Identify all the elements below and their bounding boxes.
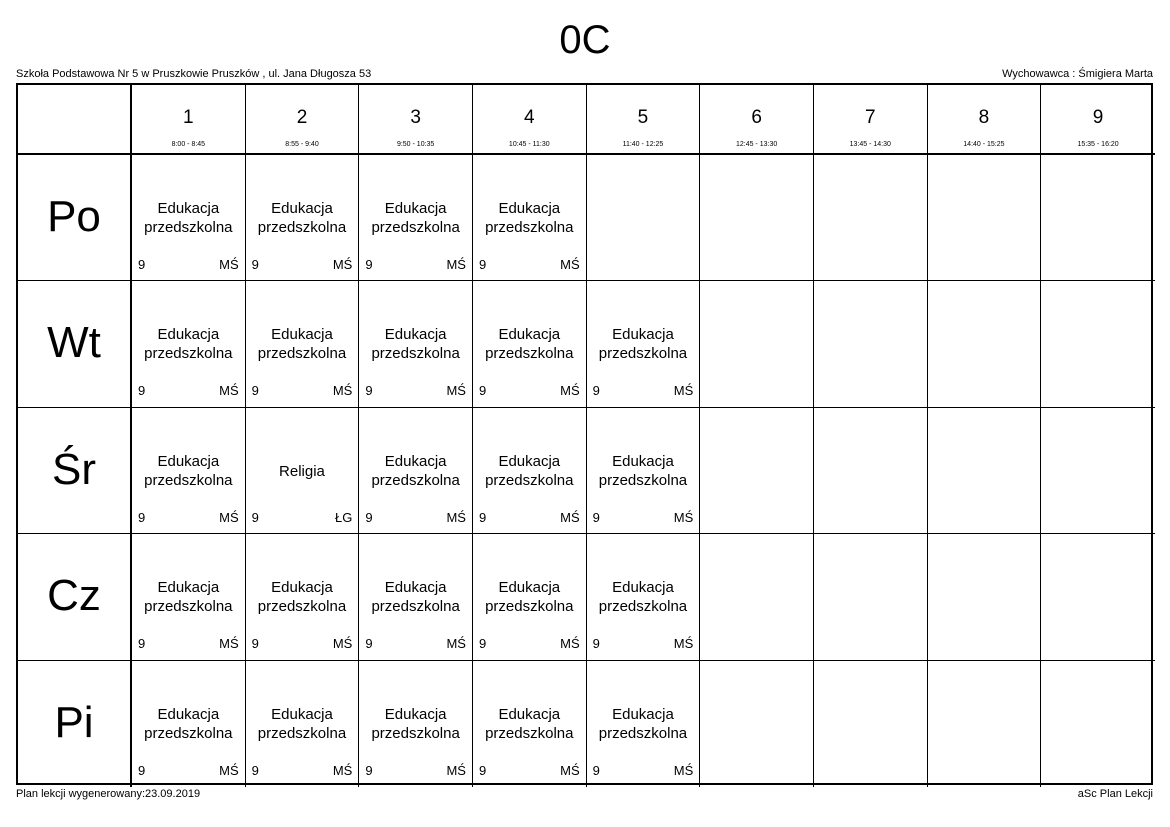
lesson-subject: Edukacja przedszkolna [485, 452, 574, 489]
lesson-subject: Edukacja przedszkolna [598, 579, 688, 616]
period-number: 8 [978, 107, 990, 128]
period-time: 11:40 - 12:25 [622, 141, 664, 148]
lesson-teacher: MŚ [332, 383, 353, 399]
lesson-subject: Edukacja przedszkolna [257, 579, 347, 616]
lesson-teacher: ŁG [334, 509, 353, 525]
empty-cell [814, 408, 928, 534]
lesson-subject: Edukacja przedszkolna [371, 200, 460, 236]
lesson-subject: Edukacja przedszkolna [144, 452, 233, 489]
lesson-room: 9 [478, 636, 487, 652]
day-label: Wt [47, 318, 101, 368]
lesson-cell[interactable] [587, 281, 701, 407]
lesson-room: 9 [478, 383, 487, 399]
lesson-cell[interactable] [132, 281, 246, 407]
day-label: Pi [54, 697, 94, 747]
lesson-subject: Edukacja przedszkolna [257, 705, 347, 742]
software-credit: aSc Plan Lekcji [1077, 788, 1153, 800]
lesson-cell[interactable] [359, 281, 473, 407]
lesson-subject: Edukacja przedszkolna [371, 452, 460, 489]
empty-cell [1041, 534, 1155, 660]
lesson-room: 9 [138, 636, 146, 652]
lesson-subject: Edukacja przedszkolna [598, 452, 688, 489]
school-name: Szkoła Podstawowa Nr 5 w Pruszkowie Pruszków , ul. Jana Długosza 53 [16, 68, 372, 80]
lesson-room: 9 [138, 762, 146, 778]
lesson-room: 9 [251, 257, 259, 272]
lesson-cell[interactable] [587, 661, 701, 787]
day-label: Śr [52, 444, 96, 494]
lesson-cell[interactable] [473, 408, 587, 534]
empty-cell [1041, 408, 1155, 534]
lesson-subject: Edukacja przedszkolna [371, 326, 460, 363]
lesson-teacher: MŚ [219, 636, 239, 652]
lesson-room: 9 [592, 383, 600, 399]
empty-cell [1041, 155, 1155, 281]
empty-cell [814, 155, 928, 281]
lesson-subject: Edukacja przedszkolna [485, 705, 574, 742]
lesson-cell[interactable] [132, 661, 246, 787]
lesson-cell[interactable] [246, 661, 360, 787]
lesson-room: 9 [365, 509, 373, 525]
period-header-4 [473, 85, 587, 155]
homeroom-teacher: Wychowawca : Śmigiera Marta [1002, 68, 1153, 80]
lesson-teacher: MŚ [332, 257, 353, 272]
lesson-cell[interactable] [359, 408, 473, 534]
lesson-subject: Edukacja przedszkolna [485, 200, 574, 236]
lesson-cell[interactable] [246, 155, 360, 281]
timetable-grid [16, 83, 1153, 785]
period-number: 7 [864, 107, 876, 128]
lesson-subject: Edukacja przedszkolna [144, 579, 233, 616]
lesson-subject: Religia [279, 462, 325, 480]
empty-cell [928, 281, 1042, 407]
empty-cell [814, 661, 928, 787]
lesson-teacher: MŚ [673, 762, 694, 778]
lesson-room: 9 [478, 762, 487, 778]
lesson-room: 9 [251, 636, 259, 652]
empty-cell [814, 534, 928, 660]
period-header-7 [814, 85, 928, 155]
lesson-subject: Edukacja przedszkolna [598, 326, 688, 363]
lesson-cell[interactable] [246, 534, 360, 660]
lesson-subject: Edukacja przedszkolna [371, 705, 460, 742]
lesson-teacher: MŚ [560, 509, 580, 525]
day-label: Cz [47, 571, 101, 621]
period-header-6 [700, 85, 814, 155]
day-label: Po [47, 192, 101, 241]
corner-cell [18, 85, 132, 155]
lesson-cell[interactable] [359, 661, 473, 787]
lesson-cell[interactable] [132, 155, 246, 281]
lesson-teacher: MŚ [560, 762, 580, 778]
period-header-1 [132, 85, 246, 155]
lesson-cell[interactable] [132, 534, 246, 660]
lesson-teacher: MŚ [332, 636, 353, 652]
period-time: 8:00 - 8:45 [171, 141, 206, 148]
period-time: 9:50 - 10:35 [396, 141, 435, 148]
lesson-subject: Edukacja przedszkolna [257, 200, 347, 236]
lesson-teacher: MŚ [446, 636, 466, 652]
period-time: 10:45 - 11:30 [508, 141, 550, 148]
empty-cell [1041, 281, 1155, 407]
lesson-room: 9 [138, 509, 146, 525]
lesson-cell[interactable] [246, 408, 360, 534]
empty-cell [1041, 661, 1155, 787]
lesson-teacher: MŚ [219, 257, 239, 272]
lesson-subject: Edukacja przedszkolna [598, 705, 688, 742]
period-time: 13:45 - 14:30 [849, 141, 891, 148]
empty-cell [700, 534, 814, 660]
lesson-subject: Edukacja przedszkolna [485, 579, 574, 616]
day-cell-śr [18, 408, 132, 534]
lesson-cell[interactable] [359, 534, 473, 660]
lesson-teacher: MŚ [332, 762, 353, 778]
lesson-room: 9 [478, 257, 487, 272]
period-number: 9 [1092, 107, 1104, 128]
empty-cell [700, 281, 814, 407]
day-cell-wt [18, 281, 132, 407]
lesson-room: 9 [365, 762, 373, 778]
lesson-teacher: MŚ [446, 762, 466, 778]
lesson-room: 9 [138, 383, 146, 399]
lesson-teacher: MŚ [219, 509, 239, 525]
lesson-teacher: MŚ [446, 257, 466, 272]
lesson-subject: Edukacja przedszkolna [371, 579, 460, 616]
period-time: 15:35 - 16:20 [1077, 141, 1119, 148]
lesson-cell[interactable] [132, 408, 246, 534]
lesson-subject: Edukacja przedszkolna [144, 200, 233, 236]
empty-cell [928, 661, 1042, 787]
lesson-teacher: MŚ [673, 636, 694, 652]
empty-cell [700, 661, 814, 787]
period-number: 5 [637, 107, 649, 128]
lesson-room: 9 [478, 509, 487, 525]
empty-cell [928, 155, 1042, 281]
lesson-room: 9 [592, 762, 600, 778]
lesson-subject: Edukacja przedszkolna [144, 705, 233, 742]
period-time: 8:55 - 9:40 [285, 141, 319, 148]
period-time: 14:40 - 15:25 [963, 141, 1005, 148]
generated-date: Plan lekcji wygenerowany:23.09.2019 [16, 788, 201, 800]
lesson-cell[interactable] [473, 534, 587, 660]
period-header-2 [246, 85, 360, 155]
period-number: 1 [183, 107, 194, 128]
lesson-cell[interactable] [587, 534, 701, 660]
lesson-teacher: MŚ [446, 509, 466, 525]
empty-cell [814, 281, 928, 407]
lesson-teacher: MŚ [446, 383, 466, 399]
period-number: 6 [751, 107, 762, 128]
lesson-teacher: MŚ [560, 636, 580, 652]
lesson-subject: Edukacja przedszkolna [144, 326, 233, 363]
lesson-cell[interactable] [587, 408, 701, 534]
lesson-teacher: MŚ [673, 383, 694, 399]
lesson-subject: Edukacja przedszkolna [485, 326, 574, 363]
period-header-5 [587, 85, 701, 155]
lesson-teacher: MŚ [219, 383, 239, 399]
lesson-room: 9 [251, 383, 259, 399]
class-title: 0C [559, 18, 611, 62]
period-number: 3 [410, 107, 421, 128]
period-header-3 [359, 85, 473, 155]
lesson-room: 9 [138, 257, 146, 272]
lesson-teacher: MŚ [219, 762, 239, 778]
day-cell-po [18, 155, 132, 281]
lesson-room: 9 [251, 762, 259, 778]
lesson-cell[interactable] [246, 281, 360, 407]
lesson-room: 9 [251, 509, 259, 525]
day-cell-cz [18, 534, 132, 660]
period-header-8 [928, 85, 1042, 155]
lesson-cell[interactable] [359, 155, 473, 281]
lesson-room: 9 [365, 636, 373, 652]
lesson-cell[interactable] [473, 281, 587, 407]
period-number: 4 [524, 107, 535, 128]
period-time: 12:45 - 13:30 [735, 141, 778, 148]
empty-cell [700, 408, 814, 534]
period-header-9 [1041, 85, 1155, 155]
lesson-room: 9 [365, 257, 373, 272]
lesson-room: 9 [365, 383, 373, 399]
lesson-teacher: MŚ [560, 383, 580, 399]
lesson-room: 9 [592, 509, 600, 525]
lesson-subject: Edukacja przedszkolna [257, 326, 347, 363]
empty-cell [700, 155, 814, 281]
empty-cell [928, 408, 1042, 534]
lesson-teacher: MŚ [560, 257, 580, 272]
empty-cell [587, 155, 701, 281]
lesson-cell[interactable] [473, 155, 587, 281]
empty-cell [928, 534, 1042, 660]
lesson-cell[interactable] [473, 661, 587, 787]
lesson-room: 9 [592, 636, 600, 652]
day-cell-pi [18, 661, 132, 787]
lesson-teacher: MŚ [673, 509, 694, 525]
period-number: 2 [296, 107, 308, 128]
